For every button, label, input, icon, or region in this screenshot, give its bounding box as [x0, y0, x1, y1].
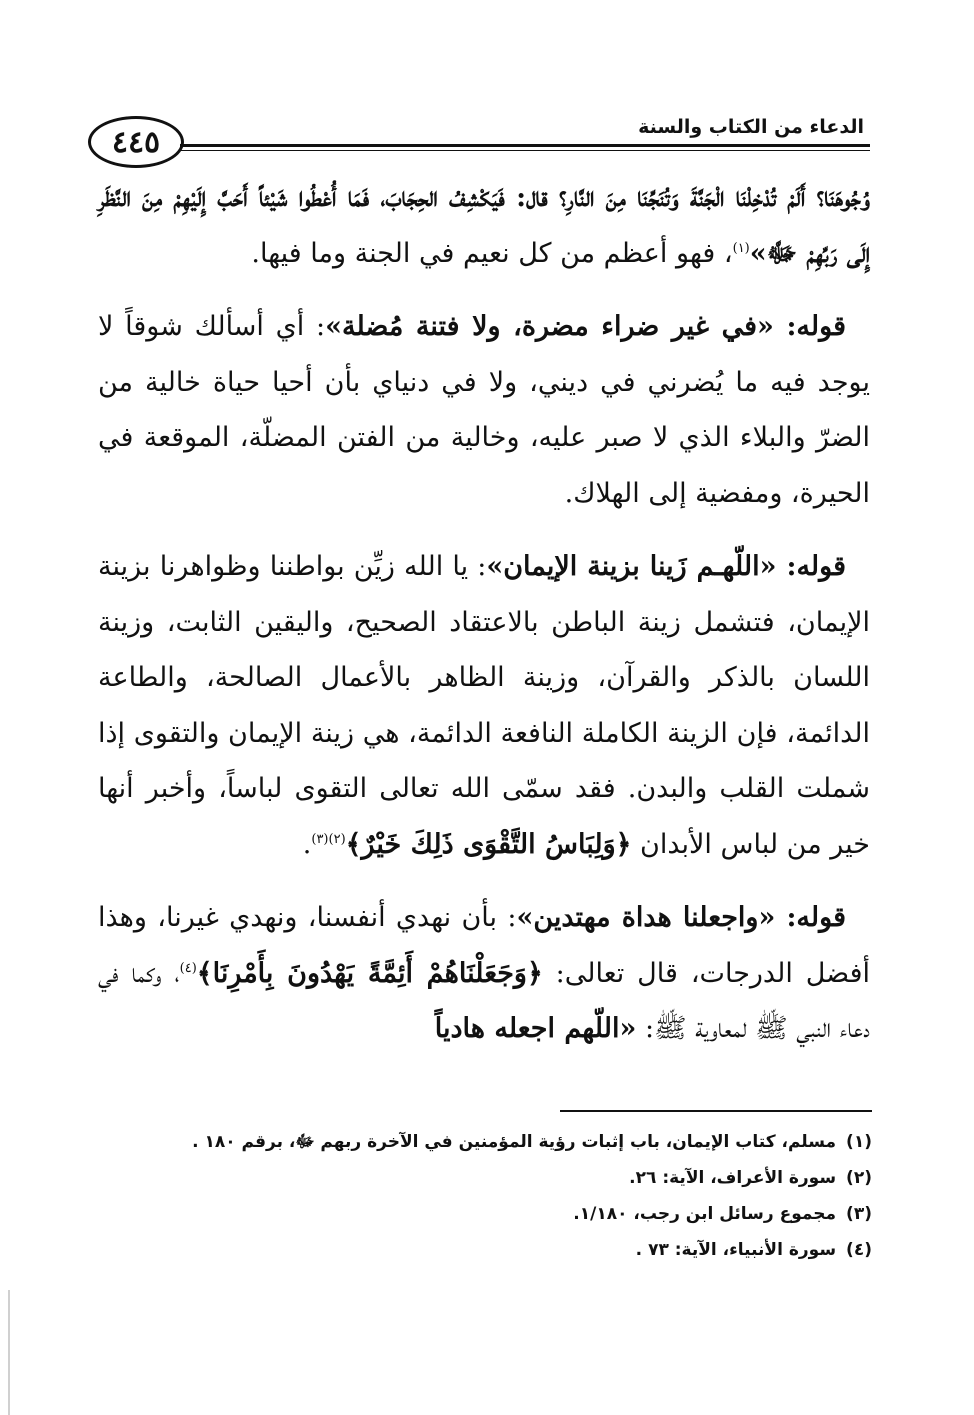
- scan-margin-line: [8, 1290, 10, 1415]
- paragraph-4: [98, 890, 870, 1057]
- qawluhu-label: قوله:: [773, 311, 846, 342]
- footnote-2: [140, 1160, 872, 1196]
- footnote-ref-4: (٤): [179, 960, 197, 976]
- footnote-ref-1: (١): [732, 240, 750, 256]
- footnote-text: مجموع رسائل ابن رجب، ١/١٨٠.: [573, 1204, 837, 1224]
- quoted-phrase: «في غير ضراء مضرة، ولا فتنة مُضلة»: [325, 311, 774, 342]
- paragraph-end: .: [302, 828, 312, 860]
- header-rule: [180, 144, 870, 147]
- footnote-text: سورة الأنبياء، الآية: ٧٣ .: [635, 1240, 837, 1260]
- header-rule-thin: [180, 150, 870, 151]
- paragraph-text: : أي أسألك شوقاً لا يوجد فيه ما يُضرني في ديني، ولا في دنياي بأن أحيا حياة خالية من الضرّ والبلاء الذي لا صبر عليه، وخالية من الفتن المضلّة، الموقعة في الحيرة، ومفضية إلى الهلاك.: [98, 311, 870, 509]
- paragraph-text: : بأن نهدي أنفسنا، ونهدي غيرنا، وهذا أفضل الدرجات، قال تعالى:: [98, 902, 870, 989]
- paragraph-1: [98, 170, 870, 281]
- paragraph-3: [98, 539, 870, 872]
- page-number: ٤٤٥: [88, 116, 184, 168]
- footnote-number: (١): [846, 1132, 872, 1152]
- paragraph-text: ، وكما في دعاء النبي ﷺ لمعاوية ﷺ:: [98, 957, 870, 1044]
- body-text: [98, 170, 870, 1075]
- footnotes: [140, 1124, 872, 1268]
- paragraph-text: ، فهو أعظم من كل نعيم في الجنة وما فيها.: [251, 237, 733, 269]
- footnote-3: [140, 1196, 872, 1232]
- quoted-phrase: «واجعلنا هداة مهتدين»: [516, 902, 776, 933]
- paragraph-text: : يا الله زيِّن بواطننا وظواهرنا بزينة الإيمان، فتشمل زينة الباطن بالاعتقاد الصحيح، واليقين الثابت، وزينة اللسان بالذكر والقرآن، وزينة الظاهر بالأعمال الصالحة، والطاعة الدائمة، فإن الزينة الكاملة النافعة الدائمة، هي زينة الإيمان والتقوى إذا شملت القلب والبدن. فقد سمّى الله تعالى التقوى لباساً، وأخبر أنها خير من لباس الأبدان: [98, 551, 870, 860]
- footnote-text: مسلم، كتاب الإيمان، باب إثبات رؤية المؤمنين في الآخرة ربهم ﷻ، برقم ١٨٠ .: [192, 1132, 837, 1152]
- running-title: الدعاء من الكتاب والسنة: [638, 116, 864, 138]
- qawluhu-label: قوله:: [775, 902, 846, 933]
- footnote-1: [140, 1124, 872, 1160]
- footnote-4: [140, 1232, 872, 1268]
- quran-verse: ﴿وَجَعَلْنَاهُمْ أَئِمَّةً يَهْدُونَ بِأَمْرِنَا﴾: [196, 957, 543, 989]
- quoted-phrase: «اللّهـم زَينا بزينة الإيمان»: [486, 551, 777, 582]
- footnote-number: (٤): [846, 1240, 872, 1260]
- qawluhu-label: قوله:: [776, 551, 846, 582]
- footnote-number: (٢): [846, 1168, 872, 1188]
- hadith-text: وُجُوهَنَا؟ أَلَمْ تُدْخِلْنَا الْجَنَّةَ وَتُنَجِّنَا مِنَ النَّارِ؟ قال: فَيَكْشِفُ الحِجَابَ، فَمَا أُعْطُوا شَيْئاً أَحَبَّ إِلَيْهِمْ مِنَ النَّظَرِ إِلَى رَبِّهِمْ ﷻ»: [98, 182, 870, 269]
- quran-verse: ﴿وَلِبَاسُ التَّقْوَى ذَلِكَ خَيْرٌ﴾: [345, 828, 632, 860]
- quoted-phrase: «اللّهم اجعله هادياً: [434, 1013, 637, 1044]
- footnote-ref-2-3: (٢)(٣): [311, 831, 346, 847]
- footnote-separator: [560, 1110, 872, 1112]
- footnote-text: سورة الأعراف، الآية: ٢٦.: [629, 1168, 837, 1188]
- footnote-number: (٣): [846, 1204, 872, 1224]
- paragraph-2: [98, 299, 870, 521]
